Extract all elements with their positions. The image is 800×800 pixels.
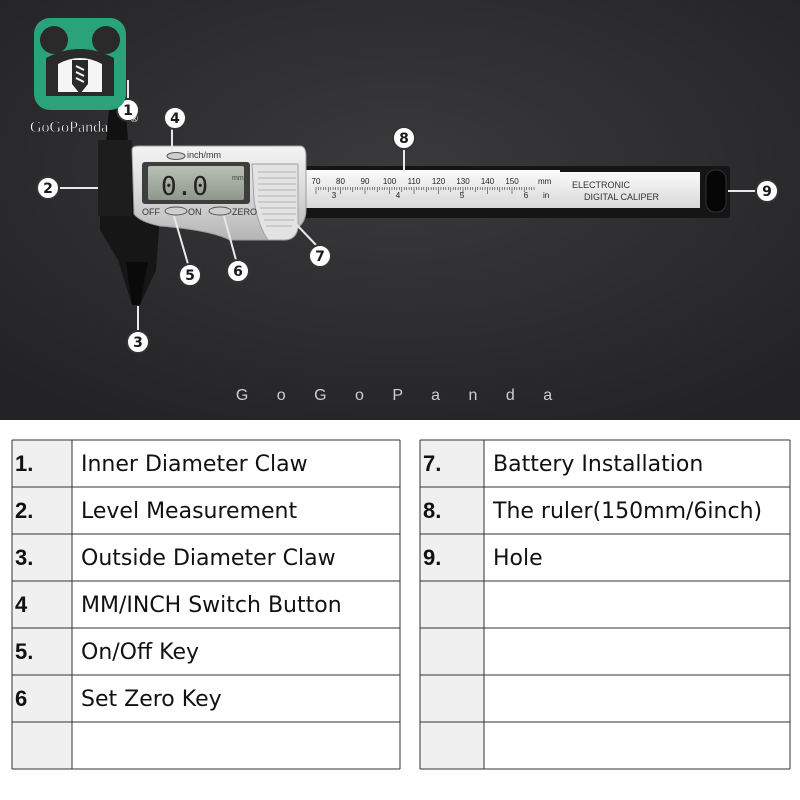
lcd-unit: mm bbox=[232, 175, 244, 182]
svg-text:4: 4 bbox=[170, 111, 180, 127]
ruler-mm-number: 110 bbox=[407, 177, 421, 186]
watermark: G o G o P a n d a bbox=[235, 387, 565, 404]
part-label: Hole bbox=[493, 546, 543, 571]
ruler-mm-number: 100 bbox=[382, 177, 397, 186]
callout-2 bbox=[37, 177, 59, 199]
part-number: 6 bbox=[15, 686, 28, 711]
svg-text:5: 5 bbox=[185, 268, 195, 284]
ruler-inch-number: 5 bbox=[459, 191, 465, 200]
part-label: Set Zero Key bbox=[81, 687, 222, 712]
part-label: Outside Diameter Claw bbox=[81, 546, 336, 571]
on-off-button[interactable] bbox=[165, 207, 187, 215]
on-label: ON bbox=[188, 207, 202, 217]
level-measurement-edge bbox=[98, 140, 132, 216]
svg-text:2: 2 bbox=[43, 181, 53, 197]
part-number: 4 bbox=[15, 592, 28, 617]
brand-name: GoGoPanda bbox=[30, 119, 109, 136]
number-column-shading bbox=[420, 440, 484, 769]
off-label: OFF bbox=[142, 207, 160, 217]
ruler-mm-number: 120 bbox=[431, 177, 446, 186]
svg-text:9: 9 bbox=[762, 184, 772, 200]
part-number: 1. bbox=[15, 451, 34, 476]
callout-5 bbox=[179, 264, 201, 286]
part-number: 9. bbox=[423, 545, 442, 570]
parts-table bbox=[0, 420, 800, 800]
zero-label: ZERO bbox=[232, 207, 258, 217]
ruler-mm-number: 80 bbox=[336, 177, 345, 186]
part-label: The ruler(150mm/6inch) bbox=[493, 499, 763, 524]
part-label: On/Off Key bbox=[81, 640, 200, 665]
callout-9 bbox=[756, 180, 778, 202]
callout-6 bbox=[227, 260, 249, 282]
body-text-digital-caliper: DIGITAL CALIPER bbox=[584, 192, 660, 202]
part-number: 2. bbox=[15, 498, 34, 523]
svg-text:6: 6 bbox=[233, 264, 243, 280]
unit-switch-button[interactable] bbox=[167, 153, 185, 160]
registered-mark: ® bbox=[130, 113, 139, 125]
ruler-inch-number: 3 bbox=[331, 191, 337, 200]
part-number: 3. bbox=[15, 545, 34, 570]
brand-logo bbox=[34, 18, 126, 110]
ruler-scale bbox=[300, 170, 560, 208]
ruler-body-plate bbox=[560, 172, 700, 208]
body-text-electronic: ELECTRONIC bbox=[572, 180, 631, 190]
part-label: Level Measurement bbox=[81, 499, 298, 524]
part-label: Inner Diameter Claw bbox=[81, 452, 308, 477]
lcd-reading: 0.0 bbox=[161, 172, 208, 202]
ruler-mm-numbers bbox=[312, 177, 520, 186]
ruler-mm-unit: mm bbox=[538, 177, 552, 186]
svg-text:3: 3 bbox=[133, 335, 143, 351]
zero-button[interactable] bbox=[209, 207, 231, 215]
part-number: 7. bbox=[423, 451, 442, 476]
callout-3 bbox=[127, 331, 149, 353]
svg-text:1: 1 bbox=[123, 103, 133, 119]
ruler-mm-number: 150 bbox=[505, 177, 519, 186]
unit-switch-label: inch/mm bbox=[187, 150, 222, 160]
ruler-in-unit: in bbox=[543, 191, 550, 200]
part-number: 8. bbox=[423, 498, 442, 523]
caliper-hole bbox=[706, 170, 726, 212]
ruler-mm-number: 70 bbox=[311, 177, 321, 186]
callout-7 bbox=[309, 245, 331, 267]
ruler-mm-number: 130 bbox=[456, 177, 470, 186]
part-label: Battery Installation bbox=[493, 452, 704, 477]
ruler-inch-number: 4 bbox=[395, 191, 401, 200]
part-label: MM/INCH Switch Button bbox=[81, 593, 342, 618]
callout-8 bbox=[393, 127, 415, 149]
ruler-inch-number: 6 bbox=[523, 191, 529, 200]
ruler-mm-number: 140 bbox=[480, 177, 495, 186]
part-number: 5. bbox=[15, 639, 34, 664]
svg-text:7: 7 bbox=[315, 249, 325, 265]
svg-text:8: 8 bbox=[399, 131, 409, 147]
ruler-mm-number: 90 bbox=[360, 177, 370, 186]
callout-4 bbox=[164, 107, 186, 129]
